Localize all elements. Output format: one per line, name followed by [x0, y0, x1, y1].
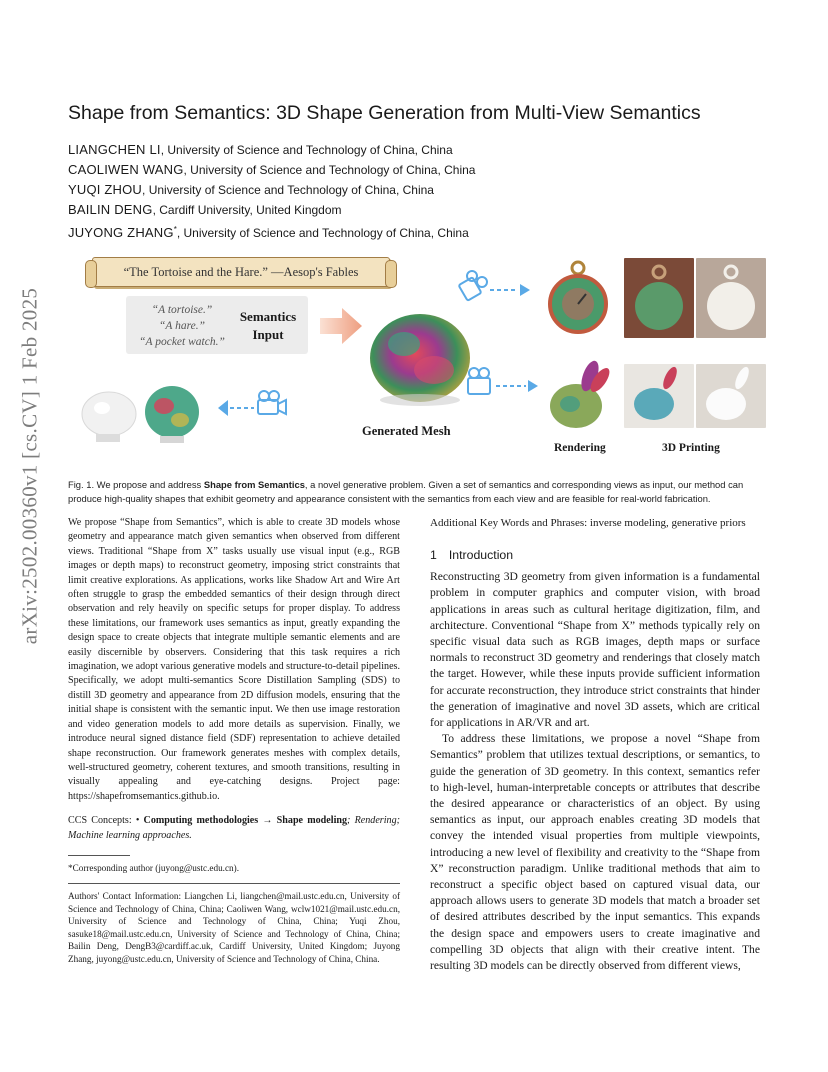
ccs-label: CCS Concepts: •	[68, 815, 144, 827]
corresponding-mark: *	[173, 225, 177, 234]
contact-rule	[68, 883, 400, 884]
ccs-concepts	[68, 814, 400, 843]
section-title: Introduction	[448, 548, 514, 562]
camera-view-icon-bottom	[218, 388, 288, 428]
ccs-rest: ; Rendering; Machine learning approaches.	[68, 815, 400, 841]
author-affiliation: , University of Science and Technology of China, China	[160, 143, 453, 157]
author-affiliation: , University of Science and Technology of China, China	[142, 183, 434, 197]
abstract: We propose “Shape from Semantics”, which is able to create 3D models whose geometry and appearance match given semantics when observed from different views. Traditional “Shape from X” tasks usually use visual input (e.g., RGB images or depth maps) to reconstruct geometry, imposing strict constraints that limit creative explorations. As applications, works like Shadow Art and Wire Art often struggle to grasp the embedded semantics of their design through direct observation and rely heavily on specific setups for proper display. To address these limitations, our framework uses semantics as input, greatly expanding the design space to create objects that integrate multiple semantic elements and are easily discernible by observers. Considering that this task requires a rich imagination, we adopt various generative models and structure-to-detail pipelines. Specifically, we adopt multi-semantics Score Distillation Sampling (SDS) to distill 3D geometry and appearance from 2D diffusion models, ensuring that the initial shape is consistent with the semantic input. We then use image restoration and video generation models to add more details as supervision. Finally, we introduce neural signed distance field (SDF) representation to achieve detailed shape reconstruction. Our framework generates meshes with complex details, well-structured geometry, coherent textures, and smooth transitions, resulting in visually appealing and eye-catching designs. Project page: https://shapefromsemantics.github.io.	[68, 517, 400, 802]
author-line	[68, 200, 768, 220]
author-affiliation: , University of Science and Technology of China, China	[176, 226, 469, 240]
figure-caption	[68, 478, 768, 506]
input-arrow-icon	[320, 308, 362, 344]
contact-info: Authors' Contact Information: Liangchen Li, liangchen@mail.ustc.edu.cn, University of Science and Technology of China, China; Caoliwen Wang, wclw1021@mail.ustc.edu.cn, University of Science and Technology of China, China; Yuqi Zhou, sasuke18@mail.ustc.edu.cn, University of Science and Technology of China, China; Bailin Deng, DengB3@cardiff.ac.uk, Cardiff University, United Kingdom; Juyong Zhang, juyong@ustc.edu.cn, University of Science and Technology of China, China.	[68, 890, 400, 964]
camera-view-icon-top	[456, 268, 532, 310]
semantics-input-label: Semantics Input	[239, 309, 297, 342]
hare-rendering-image	[544, 360, 614, 432]
caption-bold: Shape from Semantics	[203, 479, 305, 490]
author-name: LIANGCHEN LI	[68, 142, 161, 157]
author-line	[68, 180, 768, 200]
section-number: 1	[430, 548, 437, 562]
author-line	[68, 220, 768, 243]
printing-label: 3D Printing	[662, 442, 720, 454]
fable-quote: “The Tortoise and the Hare.” —Aesop's Fables	[123, 265, 359, 279]
rendered-tortoise-image	[142, 382, 202, 444]
generated-mesh-label: Generated Mesh	[362, 424, 451, 438]
section-heading	[430, 547, 760, 563]
watch-print-photo-color	[624, 258, 694, 338]
teaser-figure	[68, 252, 768, 462]
author-name: CAOLIWEN WANG	[68, 162, 184, 177]
watch-print-photo-white	[696, 258, 766, 338]
watch-rendering-image	[546, 258, 610, 338]
generated-mesh-image	[364, 304, 476, 408]
keywords: Additional Key Words and Phrases: inverse modeling, generative priors	[430, 517, 746, 529]
author-name: JUYONG ZHANG	[68, 225, 174, 240]
intro-paragraph-2: To address these limitations, we propose a novel “Shape from Semantics” problem that utilizes textual descriptions, or semantics, to guide the generation of 3D geometry. In this context, semantics refer to high-level, human-interpretable concepts or attributes that describe the desired appearance or characteristics of an object. By using semantics as input, our approach enables creating 3D models that convey the intended visual properties from multiple viewpoints, introducing a new level of flexibility and creativity to the “Shape from X” reconstruction paradigm. Unlike traditional methods that aim to reconstruct a specific object based on captured visual data, our approach allows users to generate 3D models that match a broader set of desired attributes described by the input semantics. This expands the design space and empowers users to create imaginative and compelling 3D objects that align with their creative intent. The resulting 3D models can be directly observed from different views,	[430, 732, 760, 973]
author-affiliation: , University of Science and Technology of China, China	[183, 163, 476, 177]
left-column	[68, 516, 400, 966]
arxiv-stamp	[2, 286, 58, 646]
author-affiliation: , Cardiff University, United Kingdom	[152, 203, 342, 217]
semantic-hare: “A hare.”	[158, 320, 205, 332]
camera-view-icon-middle	[464, 366, 540, 402]
author-line	[68, 140, 768, 160]
caption-prefix: Fig. 1. We propose and address	[68, 479, 204, 490]
caption-rest: , a novel generative problem. Given a set of semantics and corresponding views as input, our method can produce high-quality shapes that exhibit geometry and appearance consistent with the semantics from each view and are feasible for real-world fabrication.	[68, 479, 744, 504]
ccs-bold: Computing methodologies → Shape modeling	[143, 815, 348, 827]
semantic-pocket-watch: “A pocket watch.”	[139, 336, 225, 348]
right-column	[430, 516, 760, 974]
author-name: BAILIN DENG	[68, 202, 153, 217]
author-name: YUQI ZHOU	[68, 182, 143, 197]
hare-print-photo-color	[624, 364, 694, 428]
rendering-label: Rendering	[554, 442, 606, 454]
footnote: *Corresponding author (juyong@ustc.edu.cn).	[68, 862, 239, 873]
footnote-rule	[68, 855, 130, 856]
hare-print-photo-white	[696, 364, 766, 428]
paper-title: Shape from Semantics: 3D Shape Generation from Multi-View Semantics	[68, 102, 701, 124]
semantic-tortoise: “A tortoise.”	[151, 304, 213, 316]
fable-scroll	[92, 257, 390, 287]
author-list	[68, 140, 768, 243]
printed-tortoise-image	[78, 386, 140, 444]
arxiv-id: arXiv:2502.00360v1 [cs.CV] 1 Feb 2025	[17, 287, 42, 645]
intro-paragraph-1: Reconstructing 3D geometry from given information is a fundamental problem in computer graphics and computer vision, with broad applications in areas such as cultural heritage digitization, film, and architecture. Conventional “Shape from X” methods typically rely on specific visual data such as RGB images, depth maps or surface normals to reconstruct 3D geometry and renderings that closely match the target. However, while these inputs provide sufficient information for accurate reconstruction, they introduce strict constraints that hinder the generation of imaginative and novel 3D assets, which are critical for applications in AR/VR and art.	[430, 570, 760, 730]
author-line	[68, 160, 768, 180]
